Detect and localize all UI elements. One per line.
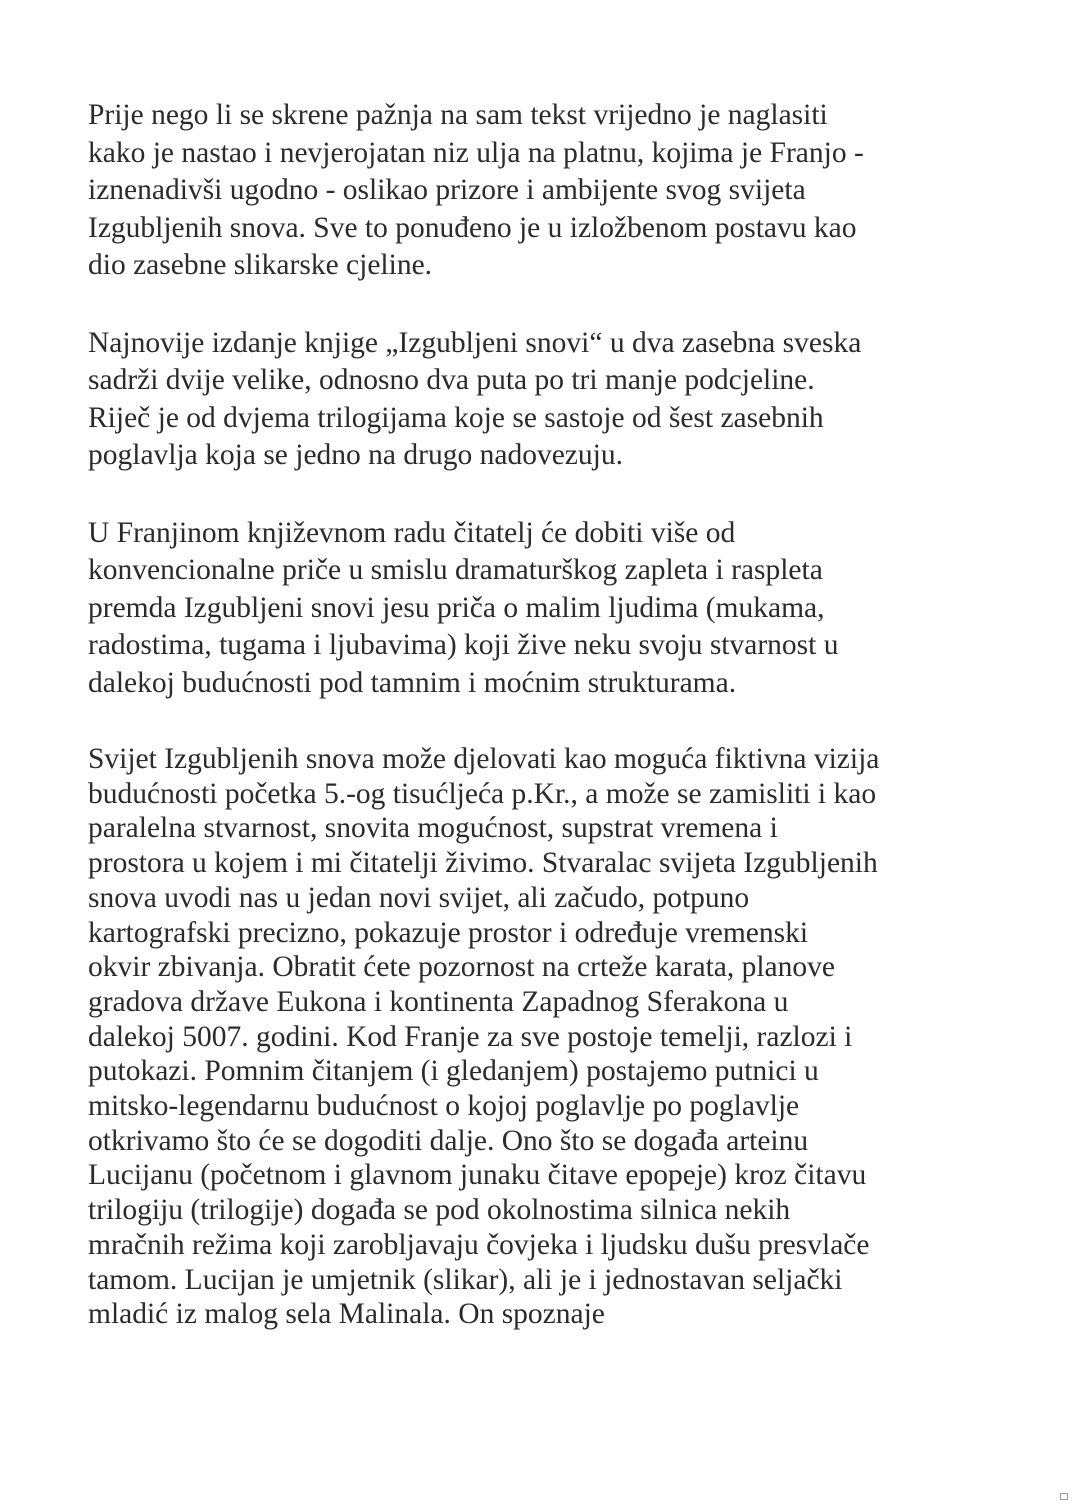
text-line: dalekoj budućnosti pod tamnim i moćnim strukturama. <box>88 666 737 699</box>
paragraph-2 <box>88 325 993 475</box>
text-line: poglavlja koja se jedno na drugo nadovezuju. <box>88 439 623 471</box>
text-line: putokazi. Pomnim čitanjem (i gledanjem) postajemo putnici u <box>88 1055 819 1088</box>
text-line: iznenadivši ugodno - oslikao prizore i ambijente svog svijeta <box>88 174 806 206</box>
text-line: konvencionalne priče u smislu dramaturškog zapleta i raspleta <box>88 554 823 586</box>
text-line: mitsko-legendarnu budućnost o kojoj poglavlje po poglavlje <box>88 1090 800 1123</box>
text-line: mračnih režima koji zarobljavaju čovjeka i ljudsku dušu presvlače <box>88 1228 870 1261</box>
text-line: sadrži dvije velike, odnosno dva puta po tri manje podcjeline. <box>88 364 815 396</box>
text-line: kako je nastao i nevjerojatan niz ulja na platnu, kojima je Franjo - <box>88 136 864 169</box>
text-line: kartografski precizno, pokazuje prostor i određuje vremenski <box>88 916 809 949</box>
text-line: gradova države Eukona i kontinenta Zapadnog Sferakona u <box>88 985 789 1018</box>
text-line: tamom. Lucijan je umjetnik (slikar), ali je i jednostavan seljački <box>88 1263 843 1296</box>
text-line: okvir zbivanja. Obratit ćete pozornost na crteže karata, planove <box>88 951 835 984</box>
text-line: Izgubljenih snova. Sve to ponuđeno je u izložbenom postavu kao <box>88 211 857 244</box>
paragraph-4 <box>88 742 993 1332</box>
text-line: Prije nego li se skrene pažnja na sam tekst vrijedno je naglasiti <box>88 99 828 131</box>
text-line: budućnosti početka 5.-og tisućljeća p.Kr., a može se zamisliti i kao <box>88 777 877 810</box>
text-line: otkrivamo što će se dogoditi dalje. Ono što se događa arteinu <box>88 1124 809 1157</box>
document-body <box>88 97 993 1372</box>
text-line: Riječ je od dvjema trilogijama koje se sastoje od šest zasebnih <box>88 401 824 434</box>
text-line: dalekoj 5007. godini. Kod Franje za sve postoje temelji, razlozi i <box>88 1020 853 1053</box>
text-line: Svijet Izgubljenih snova može djelovati kao moguća fiktivna vizija <box>88 743 880 775</box>
text-line: paralelna stvarnost, snovita mogućnost, supstrat vremena i <box>88 812 778 845</box>
paragraph-1 <box>88 97 993 285</box>
text-line: prostora u kojem i mi čitatelji živimo. Stvaralac svijeta Izgubljenih <box>88 847 878 880</box>
text-line: snova uvodi nas u jedan novi svijet, ali začudo, potpuno <box>88 881 750 914</box>
page-corner-mark <box>1060 1493 1068 1500</box>
paragraph-3 <box>88 515 993 703</box>
text-line: radostima, tugama i ljubavima) koji žive neku svoju stvarnost u <box>88 629 839 661</box>
text-line: mladić iz malog sela Malinala. On spoznaje <box>88 1298 605 1331</box>
text-line: premda Izgubljeni snovi jesu priča o malim ljudima (mukama, <box>88 591 825 624</box>
text-line: U Franjinom književnom radu čitatelj će dobiti više od <box>88 516 736 549</box>
text-line: Lucijanu (početnom i glavnom junaku čitave epopeje) kroz čitavu <box>88 1159 867 1192</box>
text-line: dio zasebne slikarske cjeline. <box>88 249 433 281</box>
text-line: Najnovije izdanje knjige „Izgubljeni snovi“ u dva zasebna sveska <box>88 326 862 359</box>
text-line: trilogiju (trilogije) događa se pod okolnostima silnica nekih <box>88 1194 791 1227</box>
